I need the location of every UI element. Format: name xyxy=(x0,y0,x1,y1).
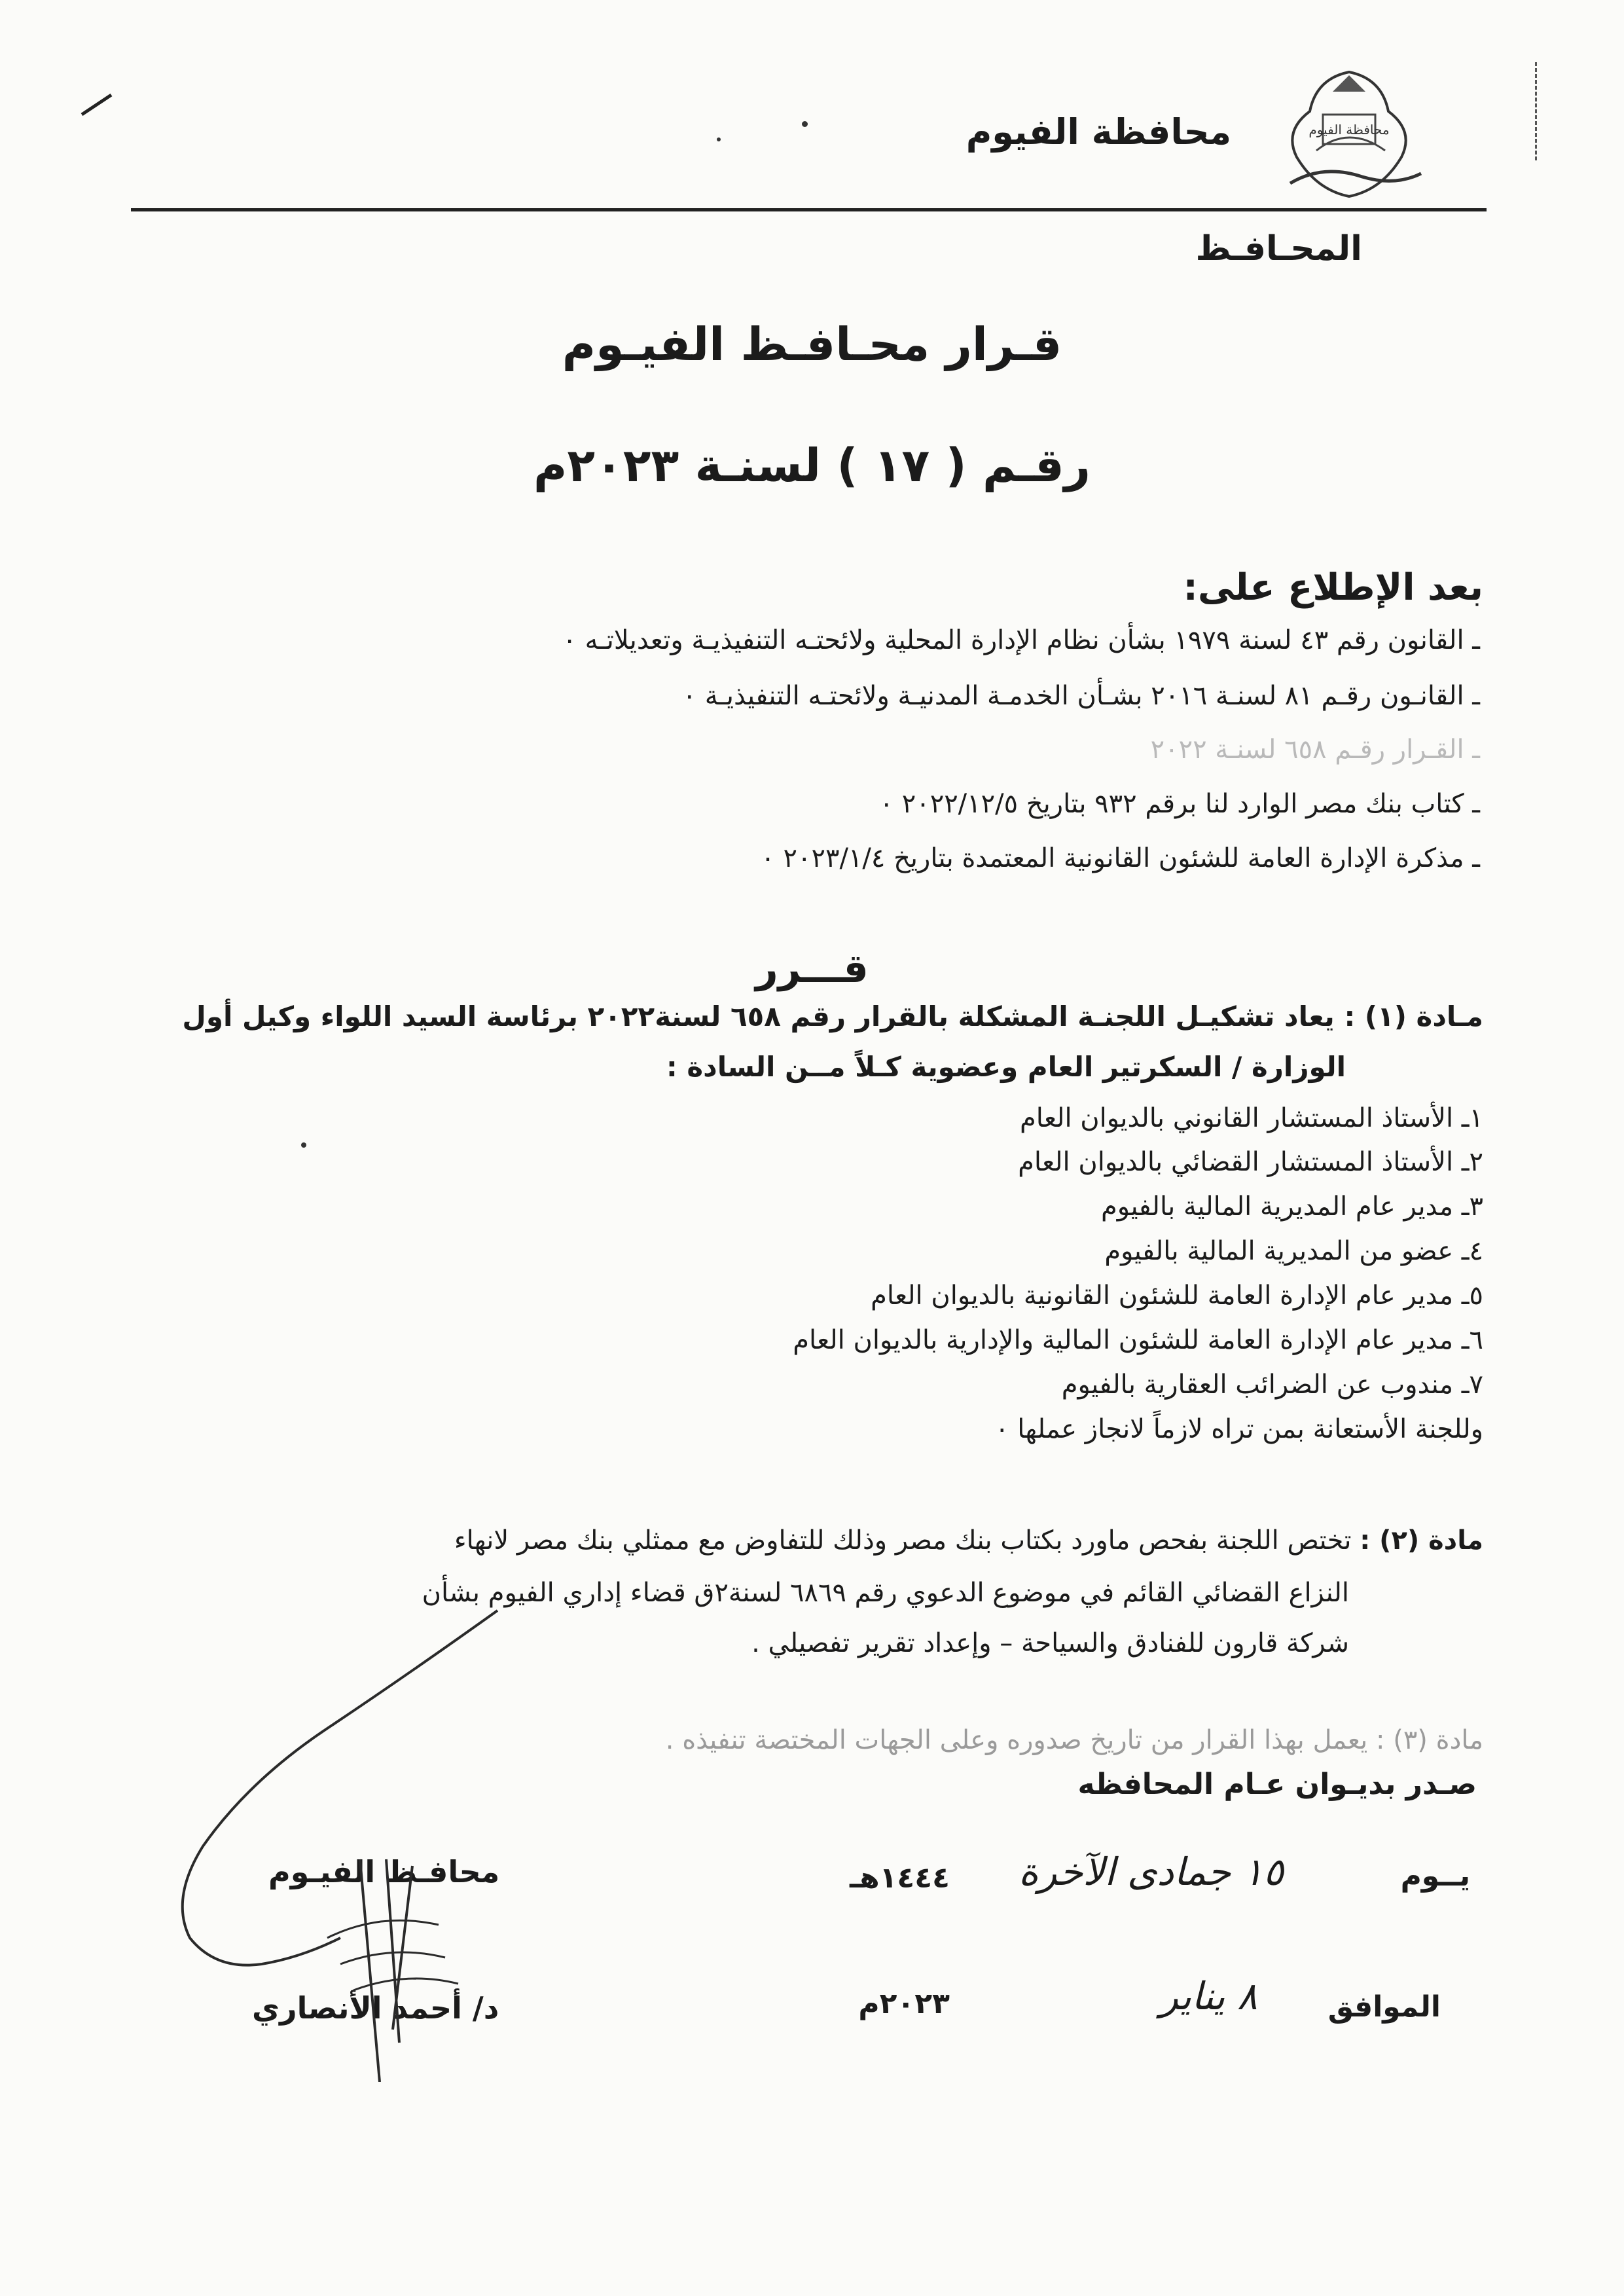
scan-speck xyxy=(301,1142,306,1148)
pen-mark xyxy=(79,92,118,118)
decree-number: رقـم ( ١٧ ) لسنـة ٢٠٢٣م xyxy=(533,439,1091,492)
committee-note: وللجنة الأستعانة بمن تراه لازماً لانجاز عملها ٠ xyxy=(995,1414,1483,1444)
scan-speck xyxy=(717,137,721,141)
signatory-title: محافـظ الفيـوم xyxy=(268,1854,500,1889)
governorate-emblem-logo xyxy=(1271,52,1428,210)
article-2-line-3: شركة قارون للفنادق والسياحة – وإعداد تقرير تفصيلي . xyxy=(751,1628,1349,1658)
hijri-year: ١٤٤٤هـ xyxy=(850,1861,950,1895)
gregorian-year: ٢٠٢٣م xyxy=(858,1987,950,2020)
article-2-line-1 xyxy=(134,1525,1483,1556)
preamble-heading: بعد الإطلاع على: xyxy=(1183,566,1483,609)
preamble-item: ـ مذكرة الإدارة العامة للشئون القانونية المعتمدة بتاريخ ٢٠٢٣/١/٤ ٠ xyxy=(761,843,1480,873)
issuer-role: المحـافـظ xyxy=(1195,229,1362,268)
hijri-date-handwritten: ١٥ جمادى الآخرة xyxy=(1019,1850,1284,1894)
committee-member: ٦ـ مدير عام الإدارة العامة للشئون المالية والإدارية بالديوان العام xyxy=(793,1325,1483,1355)
emblem-text: محافظة الفيوم xyxy=(1308,122,1390,137)
article-3: مادة (٣) : يعمل بهذا القرار من تاريخ صدوره وعلى الجهات المختصة تنفيذه . xyxy=(665,1725,1483,1755)
gregorian-date-handwritten: ٨ يناير xyxy=(1159,1974,1257,2018)
scan-speck xyxy=(802,121,808,127)
preamble-item: ـ القـرار رقـم ٦٥٨ لسنـة ٢٠٢٢ xyxy=(1150,735,1480,765)
day-label: يــوم xyxy=(1400,1859,1470,1893)
article-2-text: تختص اللجنة بفحص ماورد بكتاب بنك مصر وذلك للتفاوض مع ممثلي بنك مصر لانهاء xyxy=(454,1525,1352,1556)
preamble-item: ـ القانـون رقـم ٨١ لسنـة ٢٠١٦ بشـأن الخدمـة المدنيـة ولائحتـه التنفيذيـة ٠ xyxy=(682,681,1480,711)
article-2-label: مادة (٢) : xyxy=(1360,1525,1483,1556)
header-divider xyxy=(131,208,1487,211)
article-1-line-2: الوزارة / السكرتير العام وعضوية كـلاً مــن السادة : xyxy=(666,1051,1346,1083)
committee-member: ١ـ الأستاذ المستشار القانوني بالديوان العام xyxy=(1020,1103,1483,1133)
handwritten-signature xyxy=(131,1571,589,2082)
issued-at: صـدر بديـوان عـام المحافظه xyxy=(1077,1768,1477,1801)
committee-member: ٥ـ مدير عام الإدارة العامة للشئون القانونية بالديوان العام xyxy=(871,1281,1483,1311)
corresponding-label: الموافق xyxy=(1327,1990,1441,2024)
article-2-line-2: النزاع القضائي القائم في موضوع الدعوي رقم ٦٨٦٩ لسنة٢ق قضاء إداري الفيوم بشأن xyxy=(422,1578,1349,1608)
preamble-item: ـ القانون رقم ٤٣ لسنة ١٩٧٩ بشأن نظام الإدارة المحلية ولائحتـه التنفيذيـة وتعديلاتـه ٠ xyxy=(562,625,1480,655)
preamble-item: ـ كتاب بنك مصر الوارد لنا برقم ٩٣٢ بتاريخ ٢٠٢٢/١٢/٥ ٠ xyxy=(879,789,1480,819)
governorate-name: محافظة الفيوم xyxy=(965,111,1231,153)
committee-member: ٣ـ مدير عام المديرية المالية بالفيوم xyxy=(1101,1192,1483,1222)
scan-edge-mark xyxy=(1535,62,1543,160)
decided-heading: قـــرر xyxy=(755,946,869,992)
decree-title: قـرار محـافـظ الفيـوم xyxy=(562,318,1062,371)
committee-member: ٤ـ عضو من المديرية المالية بالفيوم xyxy=(1104,1236,1483,1266)
committee-member: ٢ـ الأستاذ المستشار القضائي بالديوان العام xyxy=(1018,1147,1483,1177)
signatory-name: د/ أحمد الأنصاري xyxy=(252,1990,499,2026)
article-1-line-1: مـادة (١) : يعاد تشكيـل اللجنـة المشكلة بالقرار رقم ٦٥٨ لسنة٢٠٢٢ برئاسة السيد اللواء وكيل أول xyxy=(182,1000,1483,1032)
committee-member: ٧ـ مندوب عن الضرائب العقارية بالفيوم xyxy=(1061,1370,1483,1400)
